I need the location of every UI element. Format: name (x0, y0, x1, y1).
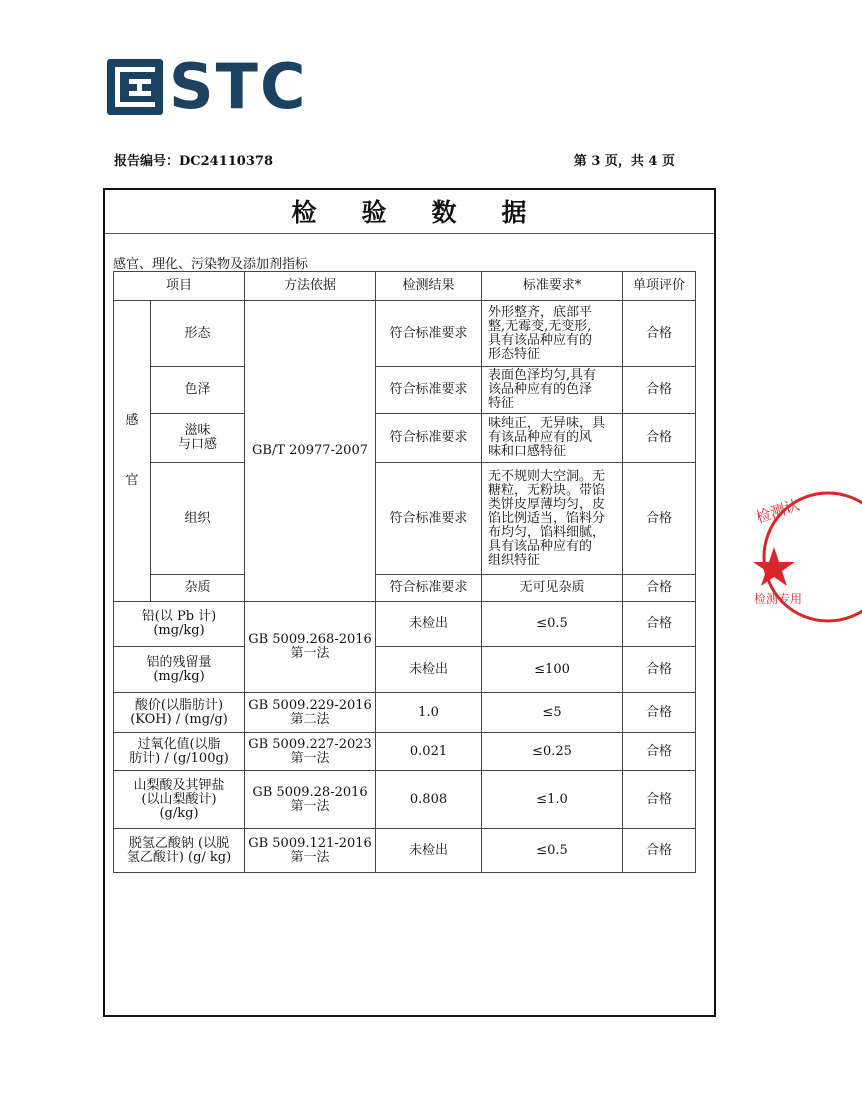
item-line: 铅(以 Pb 计) (141, 609, 217, 624)
title-char: 据 (501, 198, 528, 227)
requirement-text (482, 367, 623, 414)
evaluation-value: 合格 (623, 367, 696, 414)
header-method: 方法依据 (245, 272, 376, 301)
item-line: 氢乙酸计) (g/ kg) (126, 849, 232, 865)
red-seal-stamp (752, 485, 862, 630)
result-value: 0.021 (376, 733, 482, 771)
requirement-line: 糖粒，无粉块。带馅 (488, 482, 606, 498)
seal-text-top: 检测认 (753, 495, 803, 527)
requirement-line: 外形整齐，底部平 (488, 304, 593, 320)
requirement-line: 味和口感特征 (488, 444, 567, 459)
method-text (245, 693, 376, 733)
header-requirement: 标准要求* (482, 272, 623, 301)
requirement-text: ≤0.5 (482, 602, 623, 647)
sensory-group-label (114, 301, 151, 602)
item-line: 山梨酸及其钾盐 (133, 777, 225, 793)
result-value: 符合标准要求 (376, 463, 482, 575)
table-row (114, 771, 696, 829)
requirement-line: 表面色泽均匀,具有 (488, 368, 597, 383)
table-row (114, 463, 696, 575)
requirement-text: ≤5 (482, 693, 623, 733)
table-row (114, 647, 696, 693)
requirement-line: 具有该品种应有的 (488, 538, 593, 554)
item-line: (g/kg) (159, 805, 199, 821)
requirement-text: ≤0.5 (482, 829, 623, 873)
item-name (114, 771, 245, 829)
item-line: 酸价(以脂肪计) (134, 697, 224, 713)
header-evaluation: 单项评价 (623, 272, 696, 301)
sensory-char: 感 (125, 413, 139, 428)
sensory-method: GB/T 20977-2007 (245, 301, 376, 602)
requirement-line: 类饼皮厚薄均匀，皮 (488, 496, 606, 512)
evaluation-value: 合格 (623, 829, 696, 873)
seal-text-bottom: 检测专用 (754, 592, 803, 606)
evaluation-value: 合格 (623, 602, 696, 647)
table-row (114, 602, 696, 647)
method-line: 第一法 (290, 849, 330, 865)
stc-emblem-icon (107, 59, 163, 115)
table-row (114, 367, 696, 414)
method-line: GB 5009.229-2016 (248, 697, 372, 713)
method-text (245, 733, 376, 771)
item-name: 杂质 (151, 575, 245, 602)
stc-logo (107, 50, 308, 123)
method-line: GB 5009.121-2016 (248, 835, 372, 851)
item-name: 色泽 (151, 367, 245, 414)
item-line: 与口感 (178, 437, 218, 452)
evaluation-value: 合格 (623, 414, 696, 463)
item-line: (以山梨酸计) (141, 791, 217, 807)
table-row (114, 693, 696, 733)
requirement-text (482, 463, 623, 575)
section-caption: 感官、理化、污染物及添加剂指标 (113, 257, 309, 272)
title-char: 验 (361, 198, 388, 227)
header-item: 项目 (114, 272, 245, 301)
item-name (151, 414, 245, 463)
requirement-text: ≤1.0 (482, 771, 623, 829)
item-name (114, 829, 245, 873)
result-value: 未检出 (376, 647, 482, 693)
evaluation-value: 合格 (623, 575, 696, 602)
item-line: 肪计) / (g/100g) (129, 750, 229, 766)
requirement-line: 馅比例适当，馅料分 (488, 510, 606, 526)
item-line: 过氧化值(以脂 (137, 736, 221, 752)
title-char: 检 (291, 198, 318, 227)
requirement-line: 布均匀，馅料细腻， (488, 524, 606, 540)
method-text (245, 829, 376, 873)
requirement-line: 味纯正，无异味，具 (488, 416, 606, 431)
result-value: 未检出 (376, 829, 482, 873)
item-line: (mg/kg) (153, 668, 205, 684)
item-name (114, 693, 245, 733)
table-row (114, 733, 696, 771)
item-name: 形态 (151, 301, 245, 367)
result-value: 符合标准要求 (376, 575, 482, 602)
results-table (113, 271, 696, 873)
requirement-line: 特征 (488, 396, 515, 411)
requirement-text: ≤100 (482, 647, 623, 693)
result-value: 0.808 (376, 771, 482, 829)
method-line: GB 5009.227-2023 (248, 736, 372, 752)
requirement-line: 有该品种应有的风 (488, 430, 593, 445)
requirement-line: 该品种应有的色泽 (488, 382, 593, 397)
method-line: 第一法 (290, 646, 330, 661)
item-name (114, 733, 245, 771)
evaluation-value: 合格 (623, 647, 696, 693)
item-line: 脱氢乙酸钠 (以脱 (128, 835, 230, 851)
method-line: GB 5009.268-2016 (248, 632, 372, 647)
requirement-line: 整,无霉变,无变形, (488, 318, 592, 334)
requirement-line: 组织特征 (488, 552, 541, 568)
requirement-text (482, 414, 623, 463)
sensory-char: 官 (125, 473, 139, 488)
result-value: 符合标准要求 (376, 301, 482, 367)
table-row (114, 301, 696, 367)
item-line: (KOH) / (mg/g) (130, 711, 228, 727)
title-char: 数 (431, 198, 458, 227)
table-row (114, 575, 696, 602)
evaluation-value: 合格 (623, 301, 696, 367)
item-name: 组织 (151, 463, 245, 575)
method-line: 第一法 (290, 798, 330, 814)
evaluation-value: 合格 (623, 771, 696, 829)
method-text (245, 771, 376, 829)
result-value: 未检出 (376, 602, 482, 647)
requirement-text: 无可见杂质 (482, 575, 623, 602)
page-title (105, 190, 714, 234)
item-line: (mg/kg) (153, 623, 205, 638)
item-line: 滋味 (184, 423, 211, 438)
item-name (114, 647, 245, 693)
requirement-line: 无不规则大空洞。无 (488, 468, 606, 484)
requirement-text: ≤0.25 (482, 733, 623, 771)
page-info: 第 3 页，共 4 页 (573, 154, 675, 169)
requirement-line: 具有该品种应有的 (488, 332, 593, 348)
method-line: 第二法 (290, 711, 330, 727)
header-result: 检测结果 (376, 272, 482, 301)
requirement-text (482, 301, 623, 367)
item-name (114, 602, 245, 647)
method-line: 第一法 (290, 750, 330, 766)
seal-star-icon (753, 547, 795, 586)
report-number: 报告编号：DC24110378 (114, 154, 273, 169)
table-row (114, 414, 696, 463)
evaluation-value: 合格 (623, 733, 696, 771)
table-row (114, 829, 696, 873)
table-header-row (114, 272, 696, 301)
evaluation-value: 合格 (623, 463, 696, 575)
requirement-line: 形态特征 (488, 346, 541, 362)
method-line: GB 5009.28-2016 (252, 784, 368, 800)
item-line: 铝的残留量 (146, 654, 212, 670)
inspection-data-frame (103, 188, 716, 1017)
result-value: 符合标准要求 (376, 367, 482, 414)
aluminum-method (245, 602, 376, 693)
result-value: 符合标准要求 (376, 414, 482, 463)
result-value: 1.0 (376, 693, 482, 733)
logo-text: STC (169, 50, 308, 123)
evaluation-value: 合格 (623, 693, 696, 733)
